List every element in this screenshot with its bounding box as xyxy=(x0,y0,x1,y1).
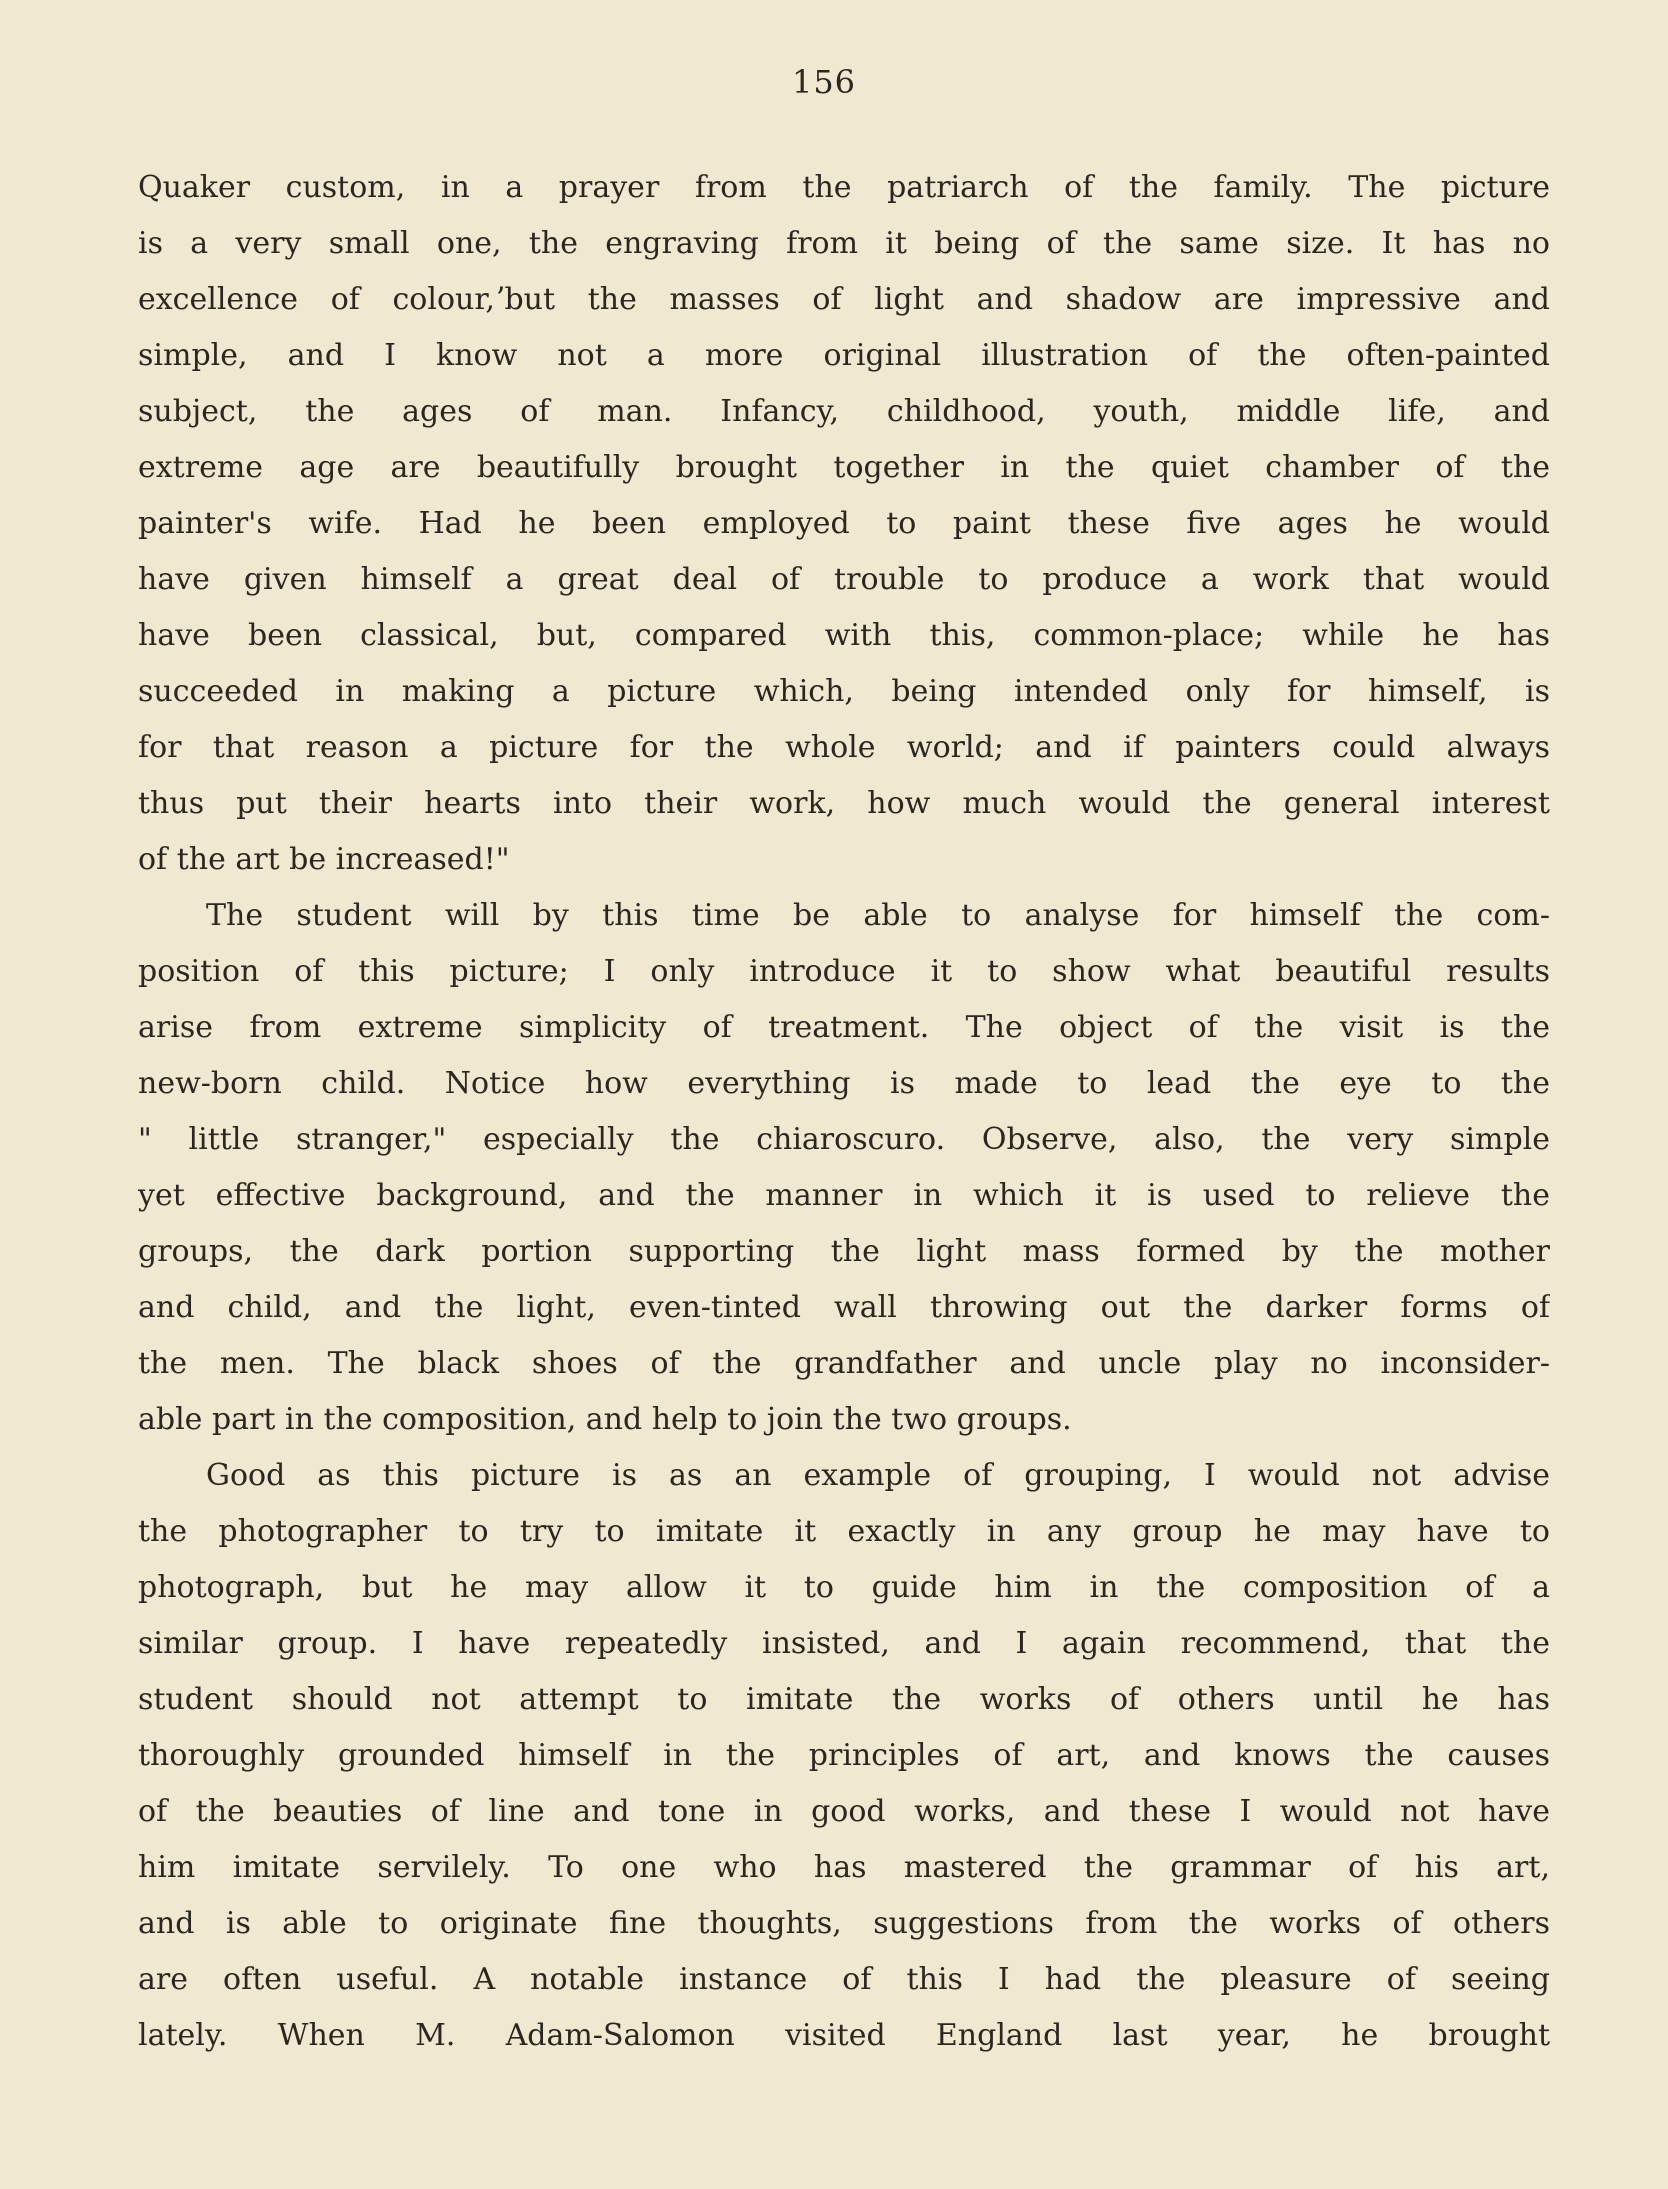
text-line: succeeded in making a picture which, being intended only for himself, is xyxy=(138,674,1550,709)
text-line: of the art be increased!" xyxy=(138,842,510,877)
text-line: lately. When M. Adam-Salomon visited England last year, he brought xyxy=(138,2018,1550,2053)
text-line: photograph, but he may allow it to guide him in the composition of a xyxy=(138,1570,1550,1605)
text-line: groups, the dark portion supporting the light mass formed by the mother xyxy=(138,1234,1550,1269)
text-line: painter's wife. Had he been employed to paint these five ages he would xyxy=(138,506,1550,541)
text-line: the photographer to try to imitate it exactly in any group he may have to xyxy=(138,1514,1550,1549)
text-line: is a very small one, the engraving from it being of the same size. It has no xyxy=(138,226,1550,261)
text-line: simple, and I know not a more original illustration of the often-painted xyxy=(138,338,1550,373)
text-line: student should not attempt to imitate the works of others until he has xyxy=(138,1682,1550,1717)
text-line: and child, and the light, even-tinted wall throwing out the darker forms of xyxy=(138,1290,1550,1325)
text-line: able part in the composition, and help to join the two groups. xyxy=(138,1402,1072,1437)
text-line: excellence of colour,ʼbut the masses of light and shadow are impressive and xyxy=(138,282,1550,317)
body-text xyxy=(138,160,1550,2064)
text-line: The student will by this time be able to analyse for himself the com- xyxy=(206,898,1550,933)
text-line: Good as this picture is as an example of grouping, I would not advise xyxy=(206,1458,1550,1493)
text-line: have given himself a great deal of trouble to produce a work that would xyxy=(138,562,1550,597)
text-line: yet effective background, and the manner in which it is used to relieve the xyxy=(138,1178,1550,1213)
text-line: " little stranger," especially the chiaroscuro. Observe, also, the very simple xyxy=(138,1122,1550,1157)
text-line: position of this picture; I only introduce it to show what beautiful results xyxy=(138,954,1550,989)
text-line: have been classical, but, compared with this, common-place; while he has xyxy=(138,618,1550,653)
text-line: extreme age are beautifully brought together in the quiet chamber of the xyxy=(138,450,1550,485)
text-line: of the beauties of line and tone in good works, and these I would not have xyxy=(138,1794,1550,1829)
text-line: arise from extreme simplicity of treatment. The object of the visit is the xyxy=(138,1010,1550,1045)
text-line: new-born child. Notice how everything is made to lead the eye to the xyxy=(138,1066,1550,1101)
page-number: 156 xyxy=(791,63,857,101)
text-line: the men. The black shoes of the grandfather and uncle play no inconsider- xyxy=(138,1346,1550,1381)
text-line: Quaker custom, in a prayer from the patriarch of the family. The picture xyxy=(138,170,1550,205)
text-line: and is able to originate fine thoughts, suggestions from the works of others xyxy=(138,1906,1550,1941)
text-line: are often useful. A notable instance of this I had the pleasure of seeing xyxy=(138,1962,1550,1997)
text-line: thus put their hearts into their work, how much would the general interest xyxy=(138,786,1550,821)
text-line: him imitate servilely. To one who has mastered the grammar of his art, xyxy=(138,1850,1550,1885)
text-line: subject, the ages of man. Infancy, childhood, youth, middle life, and xyxy=(138,394,1550,429)
text-line: thoroughly grounded himself in the principles of art, and knows the causes xyxy=(138,1738,1550,1773)
text-line: similar group. I have repeatedly insisted, and I again recommend, that the xyxy=(138,1626,1550,1661)
text-line: for that reason a picture for the whole world; and if painters could always xyxy=(138,730,1550,765)
